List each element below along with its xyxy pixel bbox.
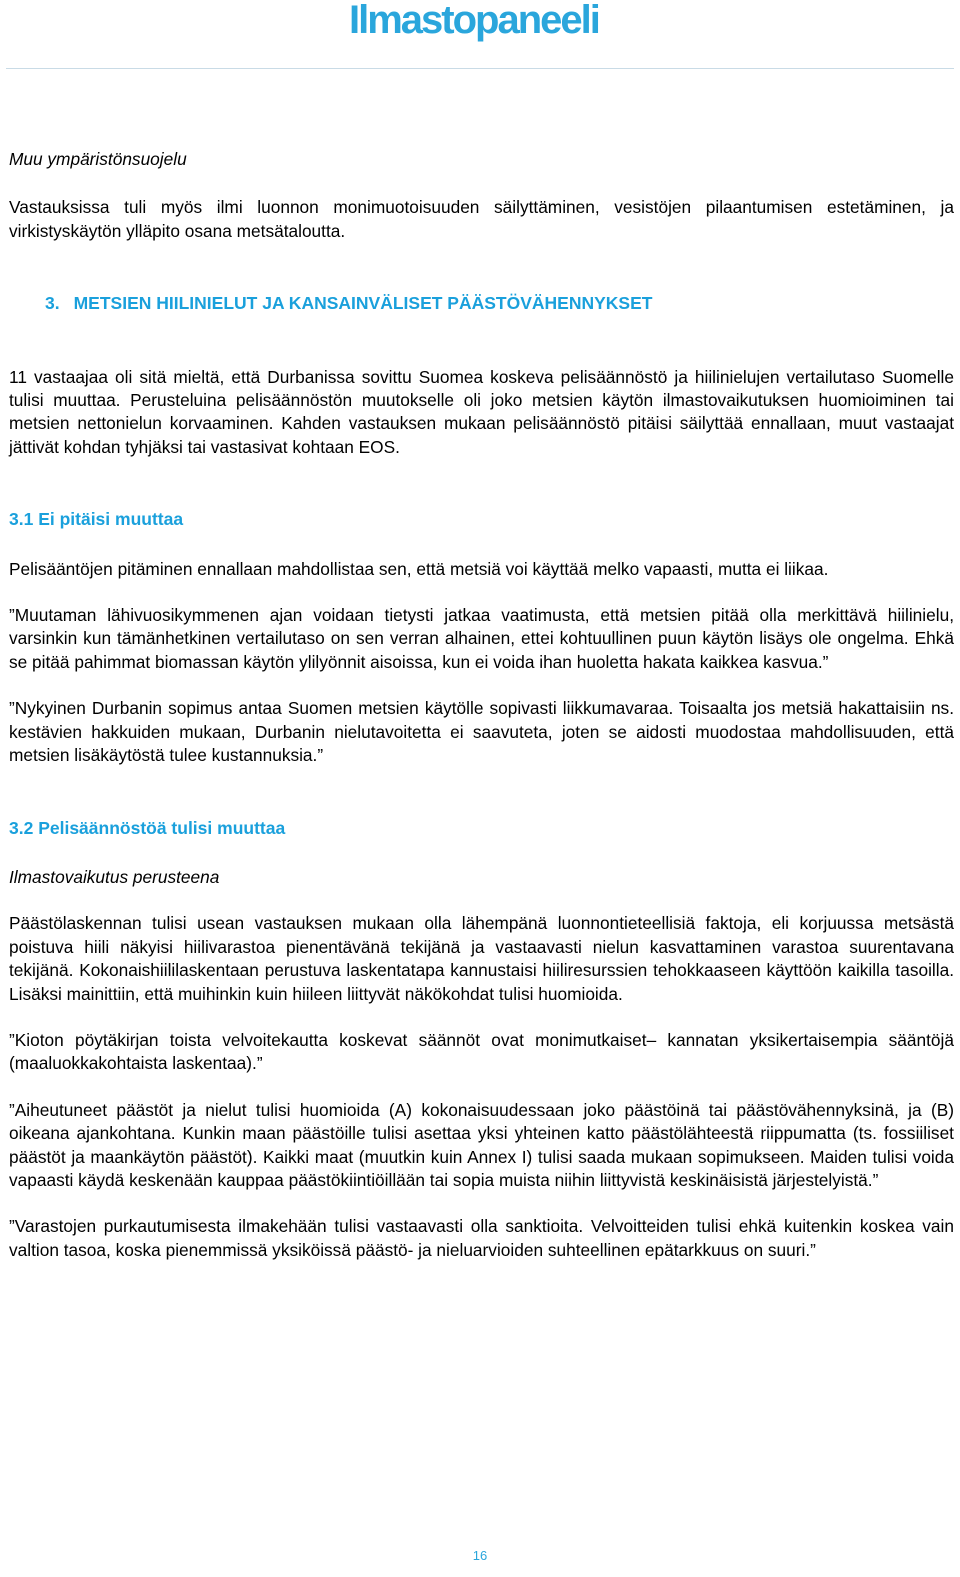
header-divider (6, 68, 954, 69)
section-number: 3. (45, 293, 60, 314)
paragraph-section3: 11 vastaajaa oli sitä mieltä, että Durbanissa sovittu Suomea koskeva pelisäännöstö ja hiilinielujen vertailutaso Suomelle tulisi muuttaa. Perusteluina pelisäännöstön muutokselle oli joko metsien käytön ilmastovaikutuksen huomioiminen tai metsien nettonielun korvaaminen. Kahden vastauksen mukaan pelisäännöstö pitäisi säilyttää ennallaan, muut vastaajat jättivät kohdan tyhjäksi tai vastasivat kohtaan EOS. (9, 366, 954, 457)
quote-3-1-b: ”Nykyinen Durbanin sopimus antaa Suomen metsien käytölle sopivasti liikkumavaraa. Toisaalta jos metsiä hakattaisiin ns. kestävien hakkuiden mukaan, Durbanin nielutavoitetta ei saavuteta, joten se aidosti muodostaa mahdollisuuden, että metsien lisäkäytöstä tulee kustannuksia.” (9, 698, 954, 766)
quote-3-1-a: ”Muutaman lähivuosikymmenen ajan voidaan tietysti jatkaa vaatimusta, että metsien pitää olla merkittävä hiilinielu, varsinkin kun tämänhetkinen vertailutaso on sen verran alhainen, ettei kohtuullinen puun käytön lisäys ole ongelma. Ehkä se pitää pahimmat biomassan käytön ylilyönnit aisoissa, kun ei voida ihan huoletta hakata kaikkea kasvua.” (9, 605, 954, 672)
page-header (0, 0, 960, 70)
page-number: 16 (472, 1548, 488, 1563)
section-heading-3-2: 3.2 Pelisäännöstöä tulisi muuttaa (9, 817, 286, 838)
subheading-muu-ymparistonsuojelu: Muu ympäristönsuojelu (9, 149, 187, 169)
section-heading-3 (9, 292, 954, 315)
subheading-ilmastovaikutus: Ilmastovaikutus perusteena (9, 866, 220, 887)
quote-3-2-b: ”Aiheutuneet päästöt ja nielut tulisi huomioida (A) kokonaisuudessaan joko päästöinä tai päästövähennyksinä, ja (B) oikeana ajankohtana. Kunkin maan päästöille tulisi asettaa yksi yhteinen katto päästölähteestä riippumatta (ts. fossiiliset päästöt ja maankäytön päästöt). Kaikki maat (muutkin kuin Annex I) tulisi saada mukaan sopimukseen. Maiden tulisi voida vapaasti käydä keskenään kauppaa päästökiintiöillään tai sopia muista niihin liittyvistä keskinäisistä järjestelyistä.” (9, 1099, 954, 1190)
quote-3-2-c: ”Varastojen purkautumisesta ilmakehään tulisi vastaavasti olla sanktioita. Velvoitteiden tulisi ehkä kuitenkin koskea vain valtion tasoa, koska pienemmissä yksiköissä päästö- ja nieluarvioiden suhteellinen epätarkkuus on suuri.” (9, 1216, 954, 1260)
document-body (9, 148, 954, 1262)
quote-3-2-a: ”Kioton pöytäkirjan toista velvoitekautta koskevat säännöt ovat monimutkaiset– kannatan yksikertaisempia sääntöjä (maaluokkakohtaista laskentaa).” (9, 1029, 954, 1074)
paragraph-3-1: Pelisääntöjen pitäminen ennallaan mahdollistaa sen, että metsiä voi käyttää melko vapaasti, mutta ei liikaa. (9, 558, 829, 579)
ilmastopaneeli-logo: Ilmastopaneeli (349, 0, 599, 42)
section-heading-3-1: 3.1 Ei pitäisi muuttaa (9, 509, 184, 530)
section-title: METSIEN HIILINIELUT JA KANSAINVÄLISET PÄÄSTÖVÄHENNYKSET (73, 293, 653, 314)
paragraph-3-2: Päästölaskennan tulisi usean vastauksen mukaan olla lähempänä luonnontieteellisiä faktoja, eli korjuussa metsästä poistuva hiili näkyisi hiilivarastoa pienentävänä tekijänä ja vastaavasti nielun kasvattaminen varastoa suurentavana tekijänä. Kokonaishiililaskentaan perustuva laskentatapa kannustaisi hiiliresurssien tehokkaaseen käyttöön kaikilla tasoilla. Lisäksi mainittiin, että muihinkin kuin hiileen liittyvät näkökohdat tulisi huomioida. (9, 913, 954, 1004)
paragraph-muu: Vastauksissa tuli myös ilmi luonnon monimuotoisuuden säilyttäminen, vesistöjen pilaantumisen estetäminen, ja virkistyskäytön ylläpito osana metsätaloutta. (9, 197, 954, 241)
